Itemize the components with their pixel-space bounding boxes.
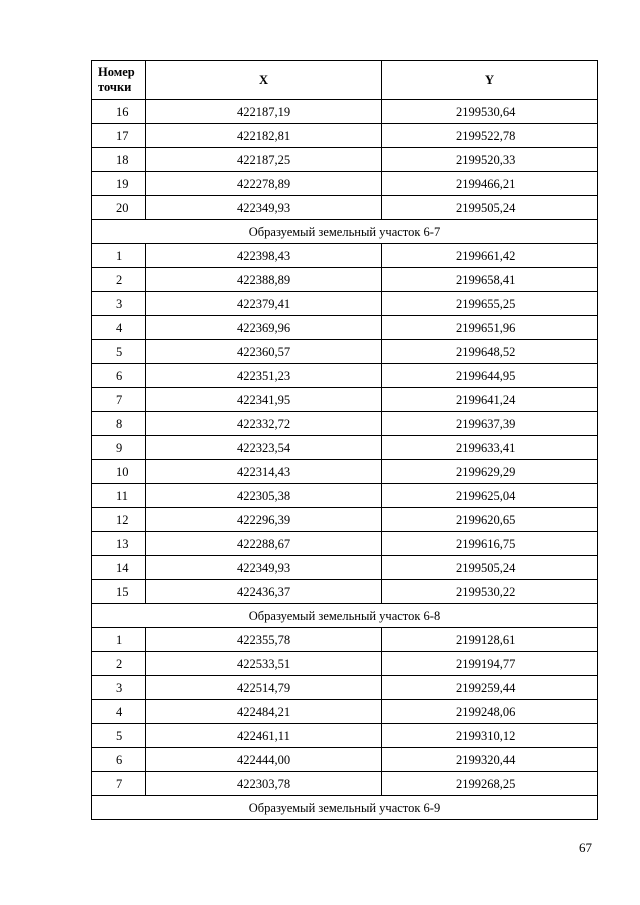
y-coordinate-cell: 2199620,65 — [382, 508, 598, 532]
y-coordinate-cell: 2199466,21 — [382, 172, 598, 196]
table-row — [92, 436, 598, 460]
table-row — [92, 196, 598, 220]
x-coordinate-cell: 422296,39 — [146, 508, 382, 532]
y-coordinate-cell: 2199655,25 — [382, 292, 598, 316]
x-coordinate-cell: 422288,67 — [146, 532, 382, 556]
y-coordinate-cell: 2199637,39 — [382, 412, 598, 436]
y-coordinate-cell: 2199616,75 — [382, 532, 598, 556]
table-row — [92, 748, 598, 772]
x-coordinate-cell: 422182,81 — [146, 124, 382, 148]
x-coordinate-cell: 422436,37 — [146, 580, 382, 604]
table-row — [92, 364, 598, 388]
point-number-cell: 6 — [92, 364, 146, 388]
coordinates-table — [91, 60, 598, 820]
table-row — [92, 412, 598, 436]
point-number-cell: 4 — [92, 700, 146, 724]
point-number-cell: 9 — [92, 436, 146, 460]
section-row — [92, 220, 598, 244]
y-coordinate-cell: 2199658,41 — [382, 268, 598, 292]
y-coordinate-cell: 2199522,78 — [382, 124, 598, 148]
point-number-cell: 18 — [92, 148, 146, 172]
table-row — [92, 772, 598, 796]
table-row — [92, 676, 598, 700]
point-number-cell: 6 — [92, 748, 146, 772]
table-row — [92, 100, 598, 124]
x-coordinate-cell: 422360,57 — [146, 340, 382, 364]
point-number-cell: 12 — [92, 508, 146, 532]
table-row — [92, 148, 598, 172]
table-row — [92, 268, 598, 292]
table-row — [92, 172, 598, 196]
y-coordinate-cell: 2199651,96 — [382, 316, 598, 340]
table-row — [92, 508, 598, 532]
point-number-cell: 14 — [92, 556, 146, 580]
y-coordinate-cell: 2199530,64 — [382, 100, 598, 124]
point-number-cell: 13 — [92, 532, 146, 556]
point-number-cell: 15 — [92, 580, 146, 604]
table-header-row — [92, 61, 598, 100]
y-coordinate-cell: 2199648,52 — [382, 340, 598, 364]
point-number-cell: 5 — [92, 340, 146, 364]
y-coordinate-cell: 2199644,95 — [382, 364, 598, 388]
point-number-cell: 10 — [92, 460, 146, 484]
x-coordinate-cell: 422341,95 — [146, 388, 382, 412]
section-title: Образуемый земельный участок 6-8 — [92, 604, 598, 628]
x-coordinate-cell: 422332,72 — [146, 412, 382, 436]
table-row — [92, 532, 598, 556]
x-coordinate-cell: 422444,00 — [146, 748, 382, 772]
x-coordinate-cell: 422388,89 — [146, 268, 382, 292]
header-y: Y — [382, 61, 598, 100]
table-row — [92, 724, 598, 748]
y-coordinate-cell: 2199268,25 — [382, 772, 598, 796]
header-point-number: Номер точки — [92, 61, 146, 100]
point-number-cell: 2 — [92, 652, 146, 676]
table-row — [92, 244, 598, 268]
x-coordinate-cell: 422305,38 — [146, 484, 382, 508]
y-coordinate-cell: 2199520,33 — [382, 148, 598, 172]
table-row — [92, 340, 598, 364]
point-number-cell: 16 — [92, 100, 146, 124]
point-number-cell: 11 — [92, 484, 146, 508]
point-number-cell: 2 — [92, 268, 146, 292]
x-coordinate-cell: 422369,96 — [146, 316, 382, 340]
x-coordinate-cell: 422461,11 — [146, 724, 382, 748]
y-coordinate-cell: 2199629,29 — [382, 460, 598, 484]
x-coordinate-cell: 422303,78 — [146, 772, 382, 796]
point-number-cell: 1 — [92, 628, 146, 652]
y-coordinate-cell: 2199505,24 — [382, 196, 598, 220]
header-x: X — [146, 61, 382, 100]
x-coordinate-cell: 422533,51 — [146, 652, 382, 676]
table-row — [92, 652, 598, 676]
x-coordinate-cell: 422187,19 — [146, 100, 382, 124]
point-number-cell: 8 — [92, 412, 146, 436]
x-coordinate-cell: 422349,93 — [146, 196, 382, 220]
point-number-cell: 7 — [92, 772, 146, 796]
y-coordinate-cell: 2199194,77 — [382, 652, 598, 676]
x-coordinate-cell: 422355,78 — [146, 628, 382, 652]
y-coordinate-cell: 2199259,44 — [382, 676, 598, 700]
table-row — [92, 700, 598, 724]
table-row — [92, 316, 598, 340]
y-coordinate-cell: 2199310,12 — [382, 724, 598, 748]
table-row — [92, 292, 598, 316]
point-number-cell: 17 — [92, 124, 146, 148]
x-coordinate-cell: 422278,89 — [146, 172, 382, 196]
page-number: 67 — [579, 840, 592, 855]
table-row — [92, 580, 598, 604]
y-coordinate-cell: 2199641,24 — [382, 388, 598, 412]
table-row — [92, 124, 598, 148]
y-coordinate-cell: 2199633,41 — [382, 436, 598, 460]
y-coordinate-cell: 2199320,44 — [382, 748, 598, 772]
point-number-cell: 5 — [92, 724, 146, 748]
y-coordinate-cell: 2199661,42 — [382, 244, 598, 268]
table-row — [92, 628, 598, 652]
x-coordinate-cell: 422314,43 — [146, 460, 382, 484]
section-title: Образуемый земельный участок 6-7 — [92, 220, 598, 244]
y-coordinate-cell: 2199625,04 — [382, 484, 598, 508]
x-coordinate-cell: 422398,43 — [146, 244, 382, 268]
x-coordinate-cell: 422484,21 — [146, 700, 382, 724]
table-body — [92, 100, 598, 820]
section-row — [92, 604, 598, 628]
x-coordinate-cell: 422187,25 — [146, 148, 382, 172]
x-coordinate-cell: 422349,93 — [146, 556, 382, 580]
point-number-cell: 1 — [92, 244, 146, 268]
point-number-cell: 20 — [92, 196, 146, 220]
x-coordinate-cell: 422514,79 — [146, 676, 382, 700]
x-coordinate-cell: 422351,23 — [146, 364, 382, 388]
table-row — [92, 556, 598, 580]
point-number-cell: 7 — [92, 388, 146, 412]
section-row — [92, 796, 598, 820]
y-coordinate-cell: 2199530,22 — [382, 580, 598, 604]
point-number-cell: 3 — [92, 292, 146, 316]
y-coordinate-cell: 2199505,24 — [382, 556, 598, 580]
table-row — [92, 460, 598, 484]
x-coordinate-cell: 422379,41 — [146, 292, 382, 316]
point-number-cell: 19 — [92, 172, 146, 196]
section-title: Образуемый земельный участок 6-9 — [92, 796, 598, 820]
x-coordinate-cell: 422323,54 — [146, 436, 382, 460]
y-coordinate-cell: 2199248,06 — [382, 700, 598, 724]
y-coordinate-cell: 2199128,61 — [382, 628, 598, 652]
table-row — [92, 388, 598, 412]
point-number-cell: 3 — [92, 676, 146, 700]
point-number-cell: 4 — [92, 316, 146, 340]
table-row — [92, 484, 598, 508]
